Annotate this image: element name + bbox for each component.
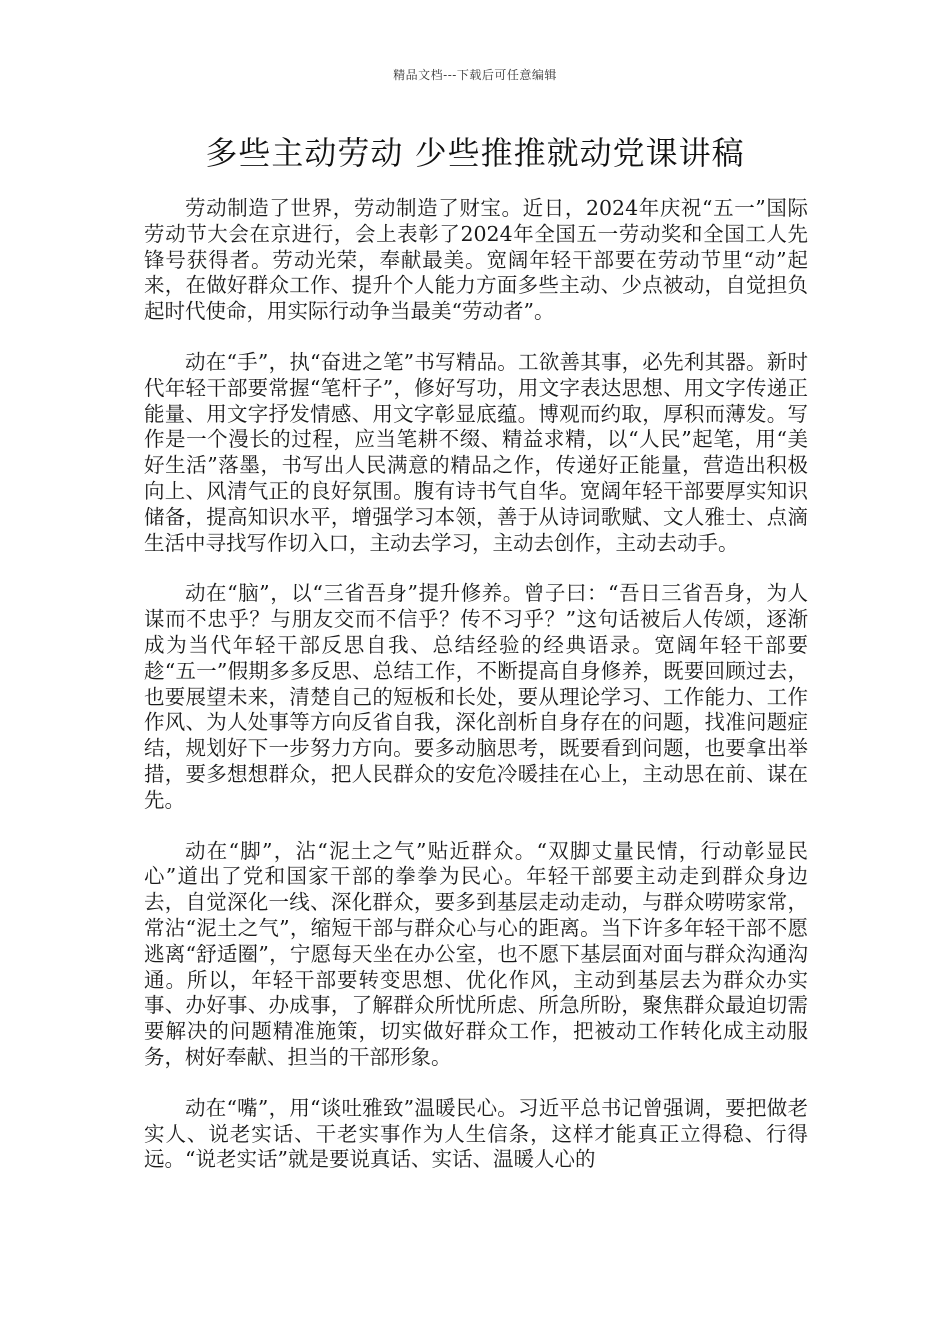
- document-body: [144, 196, 808, 1198]
- paragraph-hand: 动在“手”，执“奋进之笔”书写精品。工欲善其事，必先利其器。新时代年轻干部要常握“笔杆子”，修好写功，用文字表达思想、用文字传递正能量、用文字抒发情感、用文字彰显底蕴。博观而约取，厚积而薄发。写作是一个漫长的过程，应当笔耕不缀、精益求精，以“人民”起笔，用“美好生活”落墨，书写出人民满意的精品之作，传递好正能量，营造出积极向上、风清气正的良好氛围。腹有诗书气自华。宽阔年轻干部要厚实知识储备，提高知识水平，增强学习本领，善于从诗词歌赋、文人雅士、点滴生活中寻找写作切入口，主动去学习，主动去创作，主动去动手。: [144, 349, 808, 555]
- paragraph-brain: 动在“脑”，以“三省吾身”提升修养。曾子曰：“吾日三省吾身，为人谋而不忠乎？与朋友交而不信乎？传不习乎？”这句话被后人传颂，逐渐成为当代年轻干部反思自我、总结经验的经典语录。宽阔年轻干部要趁“五一”假期多多反思、总结工作，不断提高自身修养，既要回顾过去，也要展望未来，清楚自己的短板和长处，要从理论学习、工作能力、工作作风、为人处事等方向反省自我，深化剖析自身存在的问题，找准问题症结，规划好下一步努力方向。要多动脑思考，既要看到问题，也要拿出举措，要多想想群众，把人民群众的安危冷暖挂在心上，主动思在前、谋在先。: [144, 581, 808, 812]
- paragraph-feet: 动在“脚”，沾“泥土之气”贴近群众。“双脚丈量民情，行动彰显民心”道出了党和国家干部的拳拳为民心。年轻干部要主动走到群众身边去，自觉深化一线、深化群众，要多到基层走动走动，与群众唠唠家常，常沾“泥土之气”，缩短干部与群众心与心的距离。当下许多年轻干部不愿逃离“舒适圈”，宁愿每天坐在办公室，也不愿下基层面对面与群众沟通沟通。所以，年轻干部要转变思想、优化作风，主动到基层去为群众办实事、办好事、办成事，了解群众所忧所虑、所急所盼，聚焦群众最迫切需要解决的问题精准施策，切实做好群众工作，把被动工作转化成主动服务，树好奉献、担当的干部形象。: [144, 838, 808, 1069]
- paragraph-intro: 劳动制造了世界，劳动制造了财宝。近日，2024年庆祝“五一”国际劳动节大会在京进行，会上表彰了2024年全国五一劳动奖和全国工人先锋号获得者。劳动光荣，奉献最美。宽阔年轻干部要在劳动节里“动”起来，在做好群众工作、提升个人能力方面多些主动、少点被动，自觉担负起时代使命，用实际行动争当最美“劳动者”。: [144, 196, 808, 324]
- document-title: 多些主动劳动 少些推推就动党课讲稿: [205, 134, 745, 172]
- paragraph-mouth: 动在“嘴”，用“谈吐雅致”温暖民心。习近平总书记曾强调，要把做老实人、说老实话、干老实事作为人生信条，这样才能真正立得稳、行得远。“说老实话”就是要说真话、实话、温暖人心的: [144, 1095, 808, 1172]
- header-note: 精品文档---下载后可任意编辑: [393, 68, 557, 82]
